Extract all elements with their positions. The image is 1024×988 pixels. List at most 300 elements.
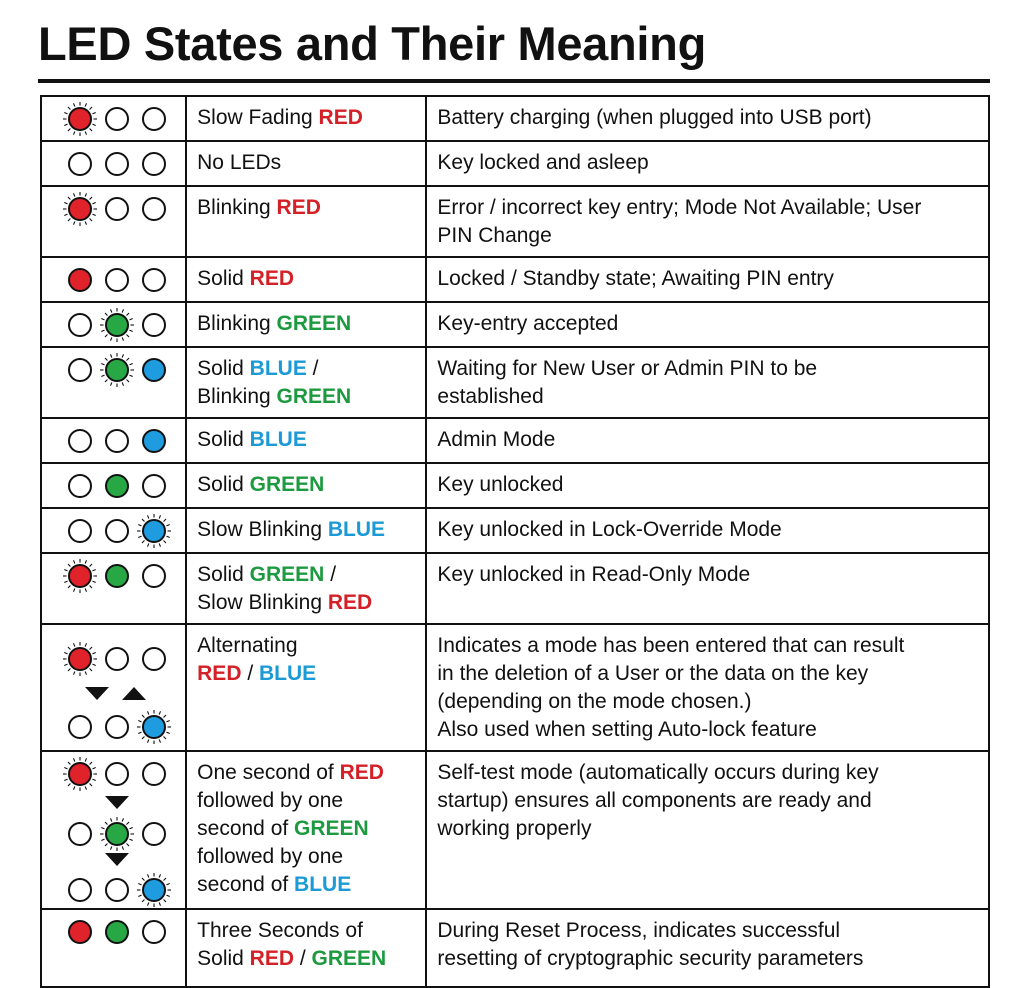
glow-ray xyxy=(92,112,95,113)
glow-ray xyxy=(85,221,86,224)
table-row xyxy=(41,418,989,463)
led-indicator-graphic xyxy=(42,303,185,346)
led-indicator-graphic xyxy=(42,258,185,301)
glow-ray xyxy=(166,536,169,537)
led-circle xyxy=(106,921,128,943)
led-circle xyxy=(69,763,91,785)
color-word-blue: BLUE xyxy=(249,428,307,451)
led-circle xyxy=(143,314,165,336)
glow-ray xyxy=(64,112,67,113)
glow-ray xyxy=(110,818,111,821)
glow-ray xyxy=(164,737,166,739)
glow-ray xyxy=(138,895,141,896)
meaning-line: Admin Mode xyxy=(437,428,556,451)
led-circle xyxy=(69,823,91,845)
led-indicator-graphic xyxy=(42,142,185,185)
glow-ray xyxy=(64,581,67,582)
led-circle xyxy=(106,153,128,175)
glow-ray xyxy=(101,318,104,319)
glow-ray xyxy=(142,541,144,543)
glow-ray xyxy=(147,739,148,742)
glow-ray xyxy=(127,313,129,315)
led-green-blinking xyxy=(100,308,134,342)
glow-ray xyxy=(92,652,95,653)
led-circle xyxy=(143,648,165,670)
glow-ray xyxy=(68,586,70,588)
glow-ray xyxy=(122,354,123,357)
glow-ray xyxy=(142,878,144,880)
glow-ray xyxy=(129,827,132,828)
color-word-red: RED xyxy=(339,761,384,784)
meaning-line: resetting of cryptographic security parameters xyxy=(437,947,864,970)
glow-ray xyxy=(129,839,132,840)
table-row xyxy=(41,553,989,624)
led-off xyxy=(69,153,91,175)
table-row xyxy=(41,909,989,987)
glow-ray xyxy=(92,202,95,203)
state-line xyxy=(197,632,417,660)
state-text: Alternating xyxy=(197,634,298,657)
led-circle xyxy=(69,648,91,670)
led-off xyxy=(69,716,91,738)
state-line xyxy=(197,471,417,499)
glow-ray xyxy=(85,131,86,134)
led-state-cell xyxy=(186,302,426,347)
glow-ray xyxy=(110,337,111,340)
led-blue-blinking xyxy=(137,873,171,907)
led-circle xyxy=(143,716,165,738)
glow-ray xyxy=(122,309,123,312)
glow-ray xyxy=(68,564,70,566)
glow-ray xyxy=(159,874,160,877)
color-word-red: RED xyxy=(327,591,373,614)
color-word-red: RED xyxy=(276,196,321,219)
state-text: Blinking xyxy=(197,385,277,408)
glow-ray xyxy=(142,715,144,717)
led-indicator-cell xyxy=(41,302,186,347)
glow-ray xyxy=(138,883,141,884)
led-meaning-cell xyxy=(426,302,989,347)
led-meaning-cell xyxy=(426,418,989,463)
led-circle xyxy=(106,108,128,130)
led-off xyxy=(143,198,165,220)
led-off xyxy=(143,108,165,130)
state-text: Slow Blinking xyxy=(197,518,328,541)
glow-ray xyxy=(122,846,123,849)
state-line xyxy=(197,194,417,222)
led-green xyxy=(106,921,128,943)
led-circle xyxy=(69,153,91,175)
led-off xyxy=(69,823,91,845)
glow-ray xyxy=(68,647,70,649)
glow-ray xyxy=(90,762,92,764)
meaning-line: Key-entry accepted xyxy=(437,312,619,335)
glow-ray xyxy=(90,669,92,671)
glow-ray xyxy=(64,652,67,653)
led-off xyxy=(143,153,165,175)
meaning-line: Key unlocked in Lock-Override Mode xyxy=(437,518,782,541)
glow-ray xyxy=(105,335,107,337)
color-word-blue: BLUE xyxy=(327,518,386,541)
glow-ray xyxy=(159,902,160,905)
led-circle xyxy=(143,430,165,452)
glow-ray xyxy=(85,588,86,591)
meaning-line: in the deletion of a User or the data on the key xyxy=(437,662,869,685)
led-indicator-cell xyxy=(41,508,186,553)
led-green-blinking xyxy=(100,353,134,387)
led-off xyxy=(69,314,91,336)
led-indicator-graphic xyxy=(42,509,185,552)
glow-ray xyxy=(110,354,111,357)
state-text: Solid xyxy=(197,267,250,290)
glow-ray xyxy=(159,543,160,546)
led-off xyxy=(69,359,91,381)
led-circle xyxy=(69,430,91,452)
led-off xyxy=(106,879,128,901)
glow-ray xyxy=(73,221,74,224)
color-word-green: GREEN xyxy=(249,563,325,586)
led-state-cell xyxy=(186,186,426,257)
led-state-cell xyxy=(186,624,426,751)
color-word-green: GREEN xyxy=(249,473,325,496)
led-circle xyxy=(69,314,91,336)
state-line xyxy=(197,917,417,945)
glow-ray xyxy=(85,758,86,761)
led-meaning-cell xyxy=(426,909,989,987)
state-line xyxy=(197,355,417,383)
led-circle xyxy=(143,198,165,220)
glow-ray xyxy=(90,784,92,786)
state-line xyxy=(197,149,417,177)
glow-ray xyxy=(73,671,74,674)
led-circle xyxy=(143,153,165,175)
glow-ray xyxy=(147,543,148,546)
meaning-line: Also used when setting Auto-lock feature xyxy=(437,718,817,741)
color-word-green: GREEN xyxy=(276,385,352,408)
led-red-blinking xyxy=(63,642,97,676)
meaning-line: PIN Change xyxy=(437,224,552,247)
glow-ray xyxy=(68,219,70,221)
glow-ray xyxy=(105,822,107,824)
state-text: Slow Fading xyxy=(197,106,319,129)
glow-ray xyxy=(92,581,95,582)
state-line xyxy=(197,265,417,293)
glow-ray xyxy=(105,844,107,846)
meaning-line: Key unlocked xyxy=(437,473,564,496)
led-circle xyxy=(106,430,128,452)
led-circle xyxy=(69,475,91,497)
glow-ray xyxy=(73,643,74,646)
color-word-blue: BLUE xyxy=(294,873,352,896)
glow-ray xyxy=(92,767,95,768)
led-meaning-cell xyxy=(426,508,989,553)
glow-ray xyxy=(105,358,107,360)
glow-ray xyxy=(129,330,132,331)
led-red-blinking xyxy=(63,102,97,136)
state-text: followed by one xyxy=(197,789,344,812)
glow-ray xyxy=(166,524,169,525)
glow-ray xyxy=(68,129,70,131)
glow-ray xyxy=(90,219,92,221)
led-meaning-cell xyxy=(426,257,989,302)
glow-ray xyxy=(127,380,129,382)
led-indicator-graphic xyxy=(42,752,185,908)
meaning-line: Waiting for New User or Admin PIN to be xyxy=(437,357,818,380)
meaning-line: Locked / Standby state; Awaiting PIN entry xyxy=(437,267,834,290)
color-word-red: RED xyxy=(318,106,363,129)
glow-ray xyxy=(164,878,166,880)
meaning-line: Error / incorrect key entry; Mode Not Available; User xyxy=(437,196,922,219)
led-state-cell xyxy=(186,508,426,553)
glow-ray xyxy=(92,664,95,665)
glow-ray xyxy=(105,313,107,315)
state-line xyxy=(197,383,417,411)
meaning-line: Key unlocked in Read-Only Mode xyxy=(437,563,751,586)
glow-ray xyxy=(147,711,148,714)
state-text: Solid xyxy=(197,428,250,451)
meaning-line: Self-test mode (automatically occurs during key xyxy=(437,761,879,784)
led-circle xyxy=(106,648,128,670)
led-circle xyxy=(143,108,165,130)
arrow-down-icon xyxy=(105,796,129,809)
glow-ray xyxy=(110,846,111,849)
glow-ray xyxy=(73,103,74,106)
state-line xyxy=(197,945,417,973)
glow-ray xyxy=(166,883,169,884)
state-text: / xyxy=(294,947,312,970)
led-indicator-cell xyxy=(41,624,186,751)
glow-ray xyxy=(68,197,70,199)
glow-ray xyxy=(101,330,104,331)
led-off xyxy=(106,648,128,670)
glow-ray xyxy=(159,711,160,714)
glow-ray xyxy=(127,335,129,337)
led-off xyxy=(106,430,128,452)
led-state-cell xyxy=(186,418,426,463)
led-circle xyxy=(143,565,165,587)
led-indicator-graphic xyxy=(42,910,185,986)
glow-ray xyxy=(85,103,86,106)
led-circle xyxy=(106,879,128,901)
glow-ray xyxy=(147,515,148,518)
meaning-line: Key locked and asleep xyxy=(437,151,649,174)
glow-ray xyxy=(64,124,67,125)
state-text: Solid xyxy=(197,357,250,380)
glow-ray xyxy=(159,515,160,518)
led-meaning-cell xyxy=(426,186,989,257)
glow-ray xyxy=(101,363,104,364)
led-indicator-cell xyxy=(41,751,186,909)
led-blue xyxy=(143,430,165,452)
glow-ray xyxy=(73,560,74,563)
state-line xyxy=(197,104,417,132)
meaning-line: Battery charging (when plugged into USB port) xyxy=(437,106,872,129)
glow-ray xyxy=(166,895,169,896)
arrow-down-icon xyxy=(105,853,129,866)
glow-ray xyxy=(90,197,92,199)
led-indicator-cell xyxy=(41,347,186,418)
state-text: second of xyxy=(197,817,295,840)
glow-ray xyxy=(101,375,104,376)
glow-ray xyxy=(73,193,74,196)
led-circle xyxy=(106,269,128,291)
led-blue-blinking xyxy=(137,710,171,744)
led-off xyxy=(106,153,128,175)
state-text: Solid xyxy=(197,563,250,586)
led-off xyxy=(106,269,128,291)
glow-ray xyxy=(127,358,129,360)
state-text: Solid xyxy=(197,473,250,496)
led-circle xyxy=(143,763,165,785)
led-off xyxy=(69,430,91,452)
meaning-line: startup) ensures all components are ready and xyxy=(437,789,872,812)
state-line xyxy=(197,310,417,338)
glow-ray xyxy=(147,902,148,905)
led-state-cell xyxy=(186,257,426,302)
led-states-table xyxy=(40,95,990,988)
color-word-green: GREEN xyxy=(311,947,387,970)
table-row xyxy=(41,141,989,186)
led-circle xyxy=(106,520,128,542)
table-row xyxy=(41,186,989,257)
state-text: One second of xyxy=(197,761,340,784)
glow-ray xyxy=(92,569,95,570)
glow-ray xyxy=(101,839,104,840)
glow-ray xyxy=(68,107,70,109)
led-circle xyxy=(69,716,91,738)
state-line xyxy=(197,426,417,454)
state-line xyxy=(197,787,417,815)
meaning-line: established xyxy=(437,385,544,408)
state-line xyxy=(197,815,417,843)
table-row xyxy=(41,257,989,302)
glow-ray xyxy=(64,664,67,665)
table-row xyxy=(41,302,989,347)
led-indicator-graphic xyxy=(42,187,185,251)
glow-ray xyxy=(73,131,74,134)
state-line xyxy=(197,759,417,787)
led-blue xyxy=(143,359,165,381)
glow-ray xyxy=(85,786,86,789)
state-text: Three Seconds of xyxy=(197,919,363,942)
led-meaning-cell xyxy=(426,553,989,624)
led-circle xyxy=(69,879,91,901)
led-circle xyxy=(69,198,91,220)
glow-ray xyxy=(85,193,86,196)
glow-ray xyxy=(142,737,144,739)
led-state-cell xyxy=(186,751,426,909)
state-text: Blinking xyxy=(197,196,277,219)
color-word-green: GREEN xyxy=(276,312,352,335)
led-off xyxy=(143,921,165,943)
led-indicator-cell xyxy=(41,463,186,508)
led-red xyxy=(69,269,91,291)
led-circle xyxy=(143,823,165,845)
led-indicator-graphic xyxy=(42,464,185,507)
led-indicator-graphic xyxy=(42,554,185,618)
glow-ray xyxy=(85,671,86,674)
led-red xyxy=(69,921,91,943)
led-state-cell xyxy=(186,347,426,418)
led-meaning-cell xyxy=(426,624,989,751)
led-green xyxy=(106,475,128,497)
led-off xyxy=(106,198,128,220)
led-meaning-cell xyxy=(426,751,989,909)
glow-ray xyxy=(122,382,123,385)
led-off xyxy=(106,763,128,785)
led-off xyxy=(106,520,128,542)
led-red-blinking xyxy=(63,192,97,226)
state-text: / xyxy=(306,357,319,380)
glow-ray xyxy=(64,569,67,570)
led-circle xyxy=(106,763,128,785)
glow-ray xyxy=(159,739,160,742)
state-text: No LEDs xyxy=(197,151,282,174)
glow-ray xyxy=(129,318,132,319)
glow-ray xyxy=(129,363,132,364)
led-circle xyxy=(143,520,165,542)
title-underline xyxy=(38,79,990,83)
glow-ray xyxy=(90,586,92,588)
state-text: second of xyxy=(197,873,295,896)
led-indicator-cell xyxy=(41,141,186,186)
glow-ray xyxy=(138,732,141,733)
glow-ray xyxy=(92,779,95,780)
arrow-up-icon xyxy=(122,687,146,700)
glow-ray xyxy=(110,382,111,385)
table-row xyxy=(41,508,989,553)
led-circle xyxy=(106,565,128,587)
led-indicator-graphic xyxy=(42,97,185,140)
glow-ray xyxy=(129,375,132,376)
glow-ray xyxy=(127,844,129,846)
led-circle xyxy=(69,359,91,381)
glow-ray xyxy=(64,779,67,780)
led-circle xyxy=(143,921,165,943)
state-line xyxy=(197,516,417,544)
led-circle xyxy=(143,359,165,381)
table-row xyxy=(41,624,989,751)
led-circle xyxy=(69,269,91,291)
led-off xyxy=(69,475,91,497)
state-line xyxy=(197,871,417,899)
led-circle xyxy=(106,198,128,220)
table-body xyxy=(41,96,989,987)
led-indicator-cell xyxy=(41,553,186,624)
led-state-cell xyxy=(186,96,426,141)
glow-ray xyxy=(85,643,86,646)
table-row xyxy=(41,347,989,418)
glow-ray xyxy=(73,786,74,789)
led-off xyxy=(106,716,128,738)
led-circle xyxy=(106,359,128,381)
led-state-cell xyxy=(186,463,426,508)
led-meaning-cell xyxy=(426,96,989,141)
state-text: Slow Blinking xyxy=(197,591,328,614)
led-off xyxy=(69,879,91,901)
led-state-cell xyxy=(186,553,426,624)
led-indicator-cell xyxy=(41,186,186,257)
led-red-blinking xyxy=(63,559,97,593)
glow-ray xyxy=(138,720,141,721)
led-circle xyxy=(69,565,91,587)
page-title: LED States and Their Meaning xyxy=(38,17,706,70)
glow-ray xyxy=(166,720,169,721)
led-off xyxy=(143,763,165,785)
led-circle xyxy=(69,921,91,943)
meaning-line: Indicates a mode has been entered that can result xyxy=(437,634,905,657)
glow-ray xyxy=(92,124,95,125)
